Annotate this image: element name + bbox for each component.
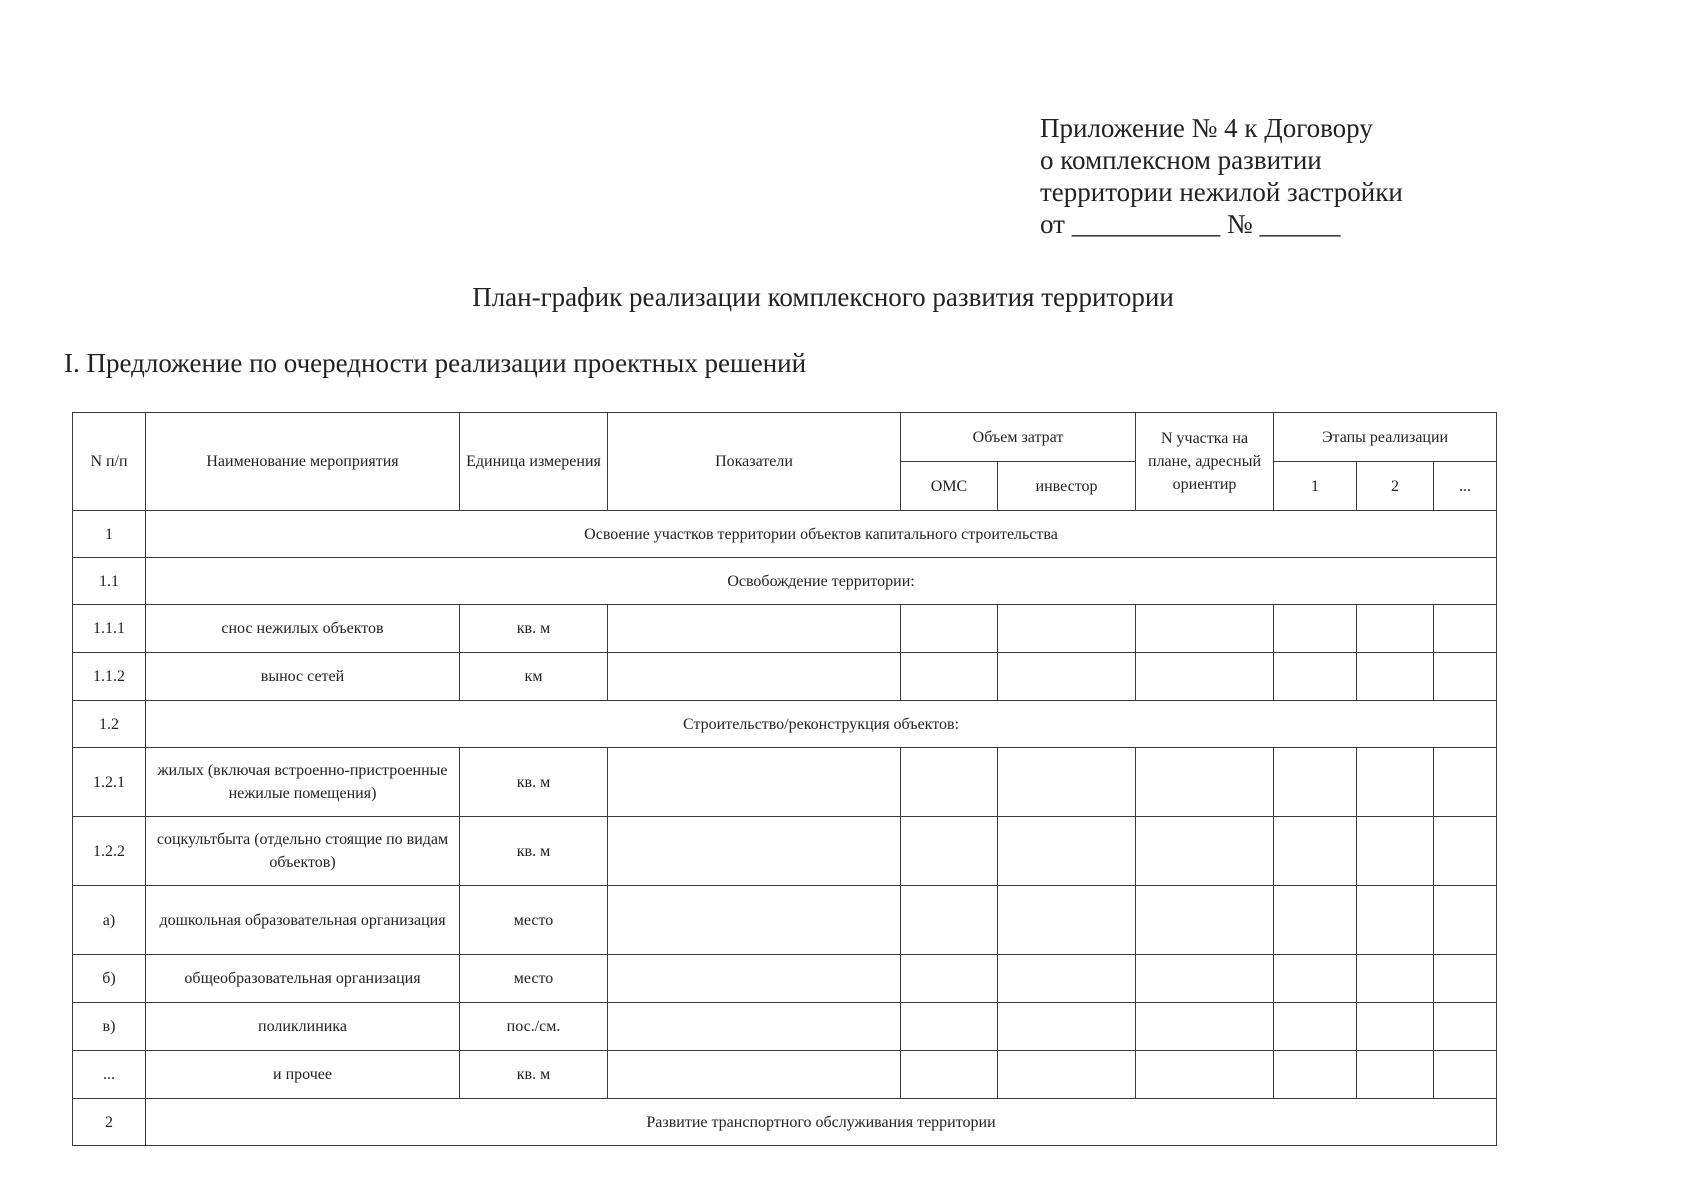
cell-oms: [901, 653, 998, 701]
table-row: [73, 955, 1497, 1003]
row-unit: место: [460, 955, 608, 1003]
row-unit: кв. м: [460, 605, 608, 653]
header-investor: инвестор: [998, 462, 1136, 511]
cell-investor: [998, 1003, 1136, 1051]
section-row: [73, 701, 1497, 748]
row-num: 2: [73, 1099, 146, 1146]
row-num: а): [73, 886, 146, 955]
row-unit: кв. м: [460, 1051, 608, 1099]
cell-investor: [998, 1051, 1136, 1099]
cell-stage-2: [1357, 653, 1434, 701]
row-num: ...: [73, 1051, 146, 1099]
row-name: вынос сетей: [146, 653, 460, 701]
row-unit: кв. м: [460, 817, 608, 886]
cell-stage-2: [1357, 605, 1434, 653]
cell-stage-1: [1274, 653, 1357, 701]
row-num: 1.1: [73, 558, 146, 605]
row-num: 1.1.2: [73, 653, 146, 701]
cell-plot: [1136, 605, 1274, 653]
table-row: [73, 817, 1497, 886]
cell-oms: [901, 817, 998, 886]
cell-stage-1: [1274, 1051, 1357, 1099]
section-title: I. Предложение по очередности реализации проектных решений: [64, 348, 807, 378]
row-num: 1.2.2: [73, 817, 146, 886]
row-name: жилых (включая встроенно-пристроенные нежилые помещения): [146, 748, 460, 817]
cell-stage-1: [1274, 817, 1357, 886]
row-name: поликлиника: [146, 1003, 460, 1051]
cell-stage-more: [1434, 817, 1497, 886]
table-row: [73, 1051, 1497, 1099]
row-num: 1.1.1: [73, 605, 146, 653]
cell-investor: [998, 605, 1136, 653]
header-name: Наименование мероприятия: [146, 413, 460, 511]
cell-stage-2: [1357, 886, 1434, 955]
table-row: [73, 653, 1497, 701]
cell-stage-2: [1357, 748, 1434, 817]
table-row: [73, 1003, 1497, 1051]
row-name: снос нежилых объектов: [146, 605, 460, 653]
cell-plot: [1136, 748, 1274, 817]
cell-stage-more: [1434, 605, 1497, 653]
cell-investor: [998, 955, 1136, 1003]
row-num: 1.2: [73, 701, 146, 748]
header-costs: Объем затрат: [901, 413, 1136, 462]
header-plot: N участка на плане, адресный ориентир: [1136, 413, 1274, 511]
cell-stage-more: [1434, 748, 1497, 817]
cell-plot: [1136, 653, 1274, 701]
cell-stage-1: [1274, 605, 1357, 653]
plan-schedule-table: [72, 412, 1497, 1146]
cell-stage-2: [1357, 1003, 1434, 1051]
cell-stage-2: [1357, 955, 1434, 1003]
header-stages: Этапы реализации: [1274, 413, 1497, 462]
row-num: б): [73, 955, 146, 1003]
row-num: 1: [73, 511, 146, 558]
appendix-note: [1040, 112, 1403, 240]
appendix-line: от ___________ № ______: [1040, 209, 1341, 239]
row-unit: км: [460, 653, 608, 701]
row-name: и прочее: [146, 1051, 460, 1099]
table-row: [73, 748, 1497, 817]
header-num: N п/п: [73, 413, 146, 511]
cell-stage-more: [1434, 1051, 1497, 1099]
appendix-line: территории нежилой застройки: [1040, 177, 1403, 207]
header-stage-2: 2: [1357, 462, 1434, 511]
header-stage-1: 1: [1274, 462, 1357, 511]
header-indicators: Показатели: [608, 413, 901, 511]
cell-stage-2: [1357, 1051, 1434, 1099]
cell-indicators: [608, 1003, 901, 1051]
cell-plot: [1136, 955, 1274, 1003]
section-row: [73, 511, 1497, 558]
cell-stage-more: [1434, 653, 1497, 701]
cell-oms: [901, 605, 998, 653]
section-label: Освоение участков территории объектов капитального строительства: [146, 511, 1497, 558]
cell-investor: [998, 817, 1136, 886]
row-unit: пос./см.: [460, 1003, 608, 1051]
header-oms: ОМС: [901, 462, 998, 511]
cell-indicators: [608, 605, 901, 653]
cell-stage-1: [1274, 886, 1357, 955]
table-row: [73, 605, 1497, 653]
cell-indicators: [608, 748, 901, 817]
cell-indicators: [608, 955, 901, 1003]
section-label: Освобождение территории:: [146, 558, 1497, 605]
cell-plot: [1136, 1051, 1274, 1099]
cell-stage-1: [1274, 955, 1357, 1003]
header-unit: Единица измерения: [460, 413, 608, 511]
cell-investor: [998, 748, 1136, 817]
cell-plot: [1136, 886, 1274, 955]
cell-stage-more: [1434, 1003, 1497, 1051]
cell-indicators: [608, 817, 901, 886]
cell-oms: [901, 748, 998, 817]
section-row: [73, 558, 1497, 605]
row-name: соцкультбыта (отдельно стоящие по видам объектов): [146, 817, 460, 886]
cell-stage-2: [1357, 817, 1434, 886]
row-name: дошкольная образовательная организация: [146, 886, 460, 955]
cell-plot: [1136, 817, 1274, 886]
section-row: [73, 1099, 1497, 1146]
document-title: План-график реализации комплексного развития территории: [472, 282, 1174, 312]
appendix-line: о комплексном развитии: [1040, 145, 1322, 175]
header-stage-more: ...: [1434, 462, 1497, 511]
cell-oms: [901, 1051, 998, 1099]
row-num: в): [73, 1003, 146, 1051]
cell-indicators: [608, 886, 901, 955]
cell-stage-more: [1434, 886, 1497, 955]
section-label: Строительство/реконструкция объектов:: [146, 701, 1497, 748]
cell-stage-1: [1274, 1003, 1357, 1051]
cell-oms: [901, 886, 998, 955]
appendix-line: Приложение № 4 к Договору: [1040, 113, 1373, 143]
cell-indicators: [608, 1051, 901, 1099]
cell-indicators: [608, 653, 901, 701]
cell-stage-more: [1434, 955, 1497, 1003]
row-name: общеобразовательная организация: [146, 955, 460, 1003]
cell-stage-1: [1274, 748, 1357, 817]
cell-plot: [1136, 1003, 1274, 1051]
row-num: 1.2.1: [73, 748, 146, 817]
row-unit: место: [460, 886, 608, 955]
cell-oms: [901, 1003, 998, 1051]
section-label: Развитие транспортного обслуживания территории: [146, 1099, 1497, 1146]
cell-investor: [998, 653, 1136, 701]
row-unit: кв. м: [460, 748, 608, 817]
table-row: [73, 886, 1497, 955]
cell-investor: [998, 886, 1136, 955]
cell-oms: [901, 955, 998, 1003]
